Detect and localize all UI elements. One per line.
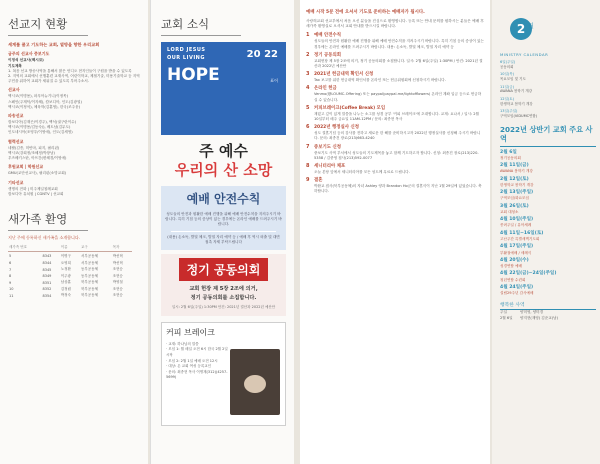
news-desc: 교회헌장 제 5장 2조에 의거, 정기 공동의회를 소집합니다. 일시: 2월 6일(주일) 1:30PM / 안건: 2021년 결산과 2022년 예산안 (314, 58, 483, 69)
news-item (306, 177, 484, 194)
section-line: 네팔(김종, 미얀마, 피지, 필리핀) (8, 145, 60, 150)
worship-line-1: 교회 헌장 제 5장 2조에 의거, (189, 286, 258, 293)
worship-title: 정기 공동의회 (179, 258, 269, 281)
schedule-entry (500, 177, 596, 188)
mission-title: 선교지 현황 (8, 16, 88, 36)
section-line: 멕시코(이정석), 체육학(김훈영), 한국(조주웅) (8, 104, 80, 109)
schedule-event: 한생학교 봄학기 개강 (500, 182, 534, 187)
section-head: 협력선교 (8, 138, 24, 144)
mission-section (8, 180, 142, 197)
schedule-event: AWANA 봄학기 개강 (500, 169, 533, 174)
news-title: 2022년 행정실사 신청 (314, 125, 359, 131)
news-title: 2021년 헌금내역 확인서 신청 (314, 72, 374, 78)
news-body (314, 163, 484, 175)
section-head: 파송선교 (8, 113, 24, 119)
table-cell: 조현승 (112, 267, 123, 272)
coffee-line: · 대상: 온 교회 여성 등록교인 (166, 364, 212, 369)
coffee-break-box (161, 322, 286, 426)
table-cell: 조현승 (112, 293, 123, 298)
table-cell: 조현승 (112, 273, 123, 278)
table-cell: 박정숙 (60, 293, 71, 298)
schedule-event: 고난주간 특별새벽기도회 (500, 237, 540, 241)
calendar-date: 10일(목) (500, 72, 514, 77)
coffee-line: · 모임 1: 월 매일 오전 6시 한국 2월 2일 시작 (166, 347, 228, 358)
coffee-line: · 모임 2: 2월 1일 예배 오전 12시 (166, 358, 218, 363)
coffee-cup-image (230, 349, 280, 415)
calendar-event: 한생학교 봄학기 개강 (500, 101, 533, 106)
table-row (8, 266, 132, 273)
news-number: 4 (306, 85, 310, 92)
schedule-entry (500, 163, 596, 174)
safety-title: 예배 안전수칙 (186, 191, 261, 206)
section-head: 기타선교 (8, 179, 24, 185)
calendar-entry (500, 85, 596, 95)
table-cell: 노정환 (60, 267, 71, 272)
schedule-date: 4월 22일(금)~24일(주일) (500, 271, 557, 277)
calendar-entry (500, 60, 596, 70)
table-cell: 8354 (42, 293, 52, 298)
table-cell: 김정림 (60, 286, 71, 291)
ushers-list (500, 310, 596, 322)
new-family-table (8, 244, 132, 299)
col-no: 새가족 번호 (8, 244, 41, 252)
church-news-title: 교회 소식 (161, 16, 241, 36)
news-desc: 오늘 본당 앞에서 세니터리아를 모든 성도께 무료로 드립니다. (314, 170, 410, 175)
news-number: 2 (306, 51, 310, 58)
table-cell: 11 (9, 293, 14, 298)
usher-value: 양지현(재영) 김준교(남) (520, 315, 558, 320)
news-title: 온라인 헌금 (314, 86, 337, 92)
table-row (8, 286, 132, 293)
section-line: 캄보디아(김재곤/이경주), 백석(권구란이수) (8, 120, 77, 125)
welcome-sub: 지난 주에 등록하신 새가족을 소개합니다. (8, 234, 81, 240)
news-number: 7 (306, 143, 310, 150)
schedule-date: 4월 17일(주일) (500, 244, 534, 250)
worship-line-2: 정기 공동의회를 소집합니다. (190, 294, 257, 301)
announcements-page (300, 0, 490, 464)
hope-line-2: 우리의 산 소망 (174, 160, 273, 179)
schedule-date: 4월 11일~16일(토) (500, 230, 544, 236)
table-cell: 박선혁 (112, 253, 123, 258)
news-title: 커피브레이크(Coffee Break) 모임 (314, 105, 386, 111)
worship-box (161, 254, 286, 315)
news-number: 1 (306, 32, 310, 39)
welcome-title: 새가족 환영 (8, 211, 88, 231)
table-cell: 8344 (42, 261, 52, 265)
coffee-line: · 교재: 하나님의 말씀 (166, 341, 199, 346)
table-cell: 이명구 (60, 253, 71, 258)
safety-small: (내용) 손소독, 발열 체크, 발열 자리 예약 등 / 예배 후 역시 외출 및 대면 접촉 자제 부탁드립니다 (167, 234, 280, 245)
table-row (8, 251, 132, 259)
news-title: 세니터리아 체포 (314, 164, 346, 170)
col-shepherd: 목자 (112, 244, 132, 252)
schedule-list (500, 150, 596, 296)
calendar-date: 11일(금) (500, 84, 514, 89)
schedule-event: 교회 대청소 (500, 209, 519, 214)
news-title: 예배 안전수칙 (314, 33, 341, 39)
news-body (314, 105, 484, 122)
news-body (314, 32, 484, 49)
table-cell: 9 (9, 280, 12, 285)
schedule-date: 3월 26일(토) (500, 203, 529, 209)
schedule-entry (500, 231, 596, 242)
section-head: 선교사 (8, 87, 20, 93)
news-item (306, 144, 484, 161)
table-row (8, 260, 132, 267)
table-cell: 북부공동체 (81, 280, 98, 285)
usher-key: 주일 (500, 309, 507, 314)
news-number: 6 (306, 124, 310, 131)
table-cell: 8349 (42, 274, 52, 279)
worship-small: 일시: 2월 6일(주일) 1:30PM 안건: 2021년 결산과 2022년 예산안 (171, 304, 276, 309)
news-item (306, 105, 484, 122)
news-list (306, 32, 484, 194)
safety-box (161, 186, 286, 251)
news-desc: Tax 보고를 위한 헌금내역 확인서를 온라인 또는 헌금위원회에 신청하시기 바랍니다. (314, 78, 446, 83)
news-title: 결혼 (314, 178, 323, 184)
mission-page (0, 0, 148, 464)
table-cell: 박선혁 (112, 260, 123, 265)
banner-lord-text: LORD JESUS (167, 47, 206, 53)
news-desc: 박환교 집사(북부공동체)의 자녀 Ashley 양과 Brandon Ho군의 결혼식이 지난 1월 29일에 있었습니다. 축하합니다. (314, 184, 482, 194)
church-news-page (150, 0, 294, 464)
section-head: 후원교회 | 학원선교 (8, 164, 44, 170)
schedule-event: 성경연합 예배 (500, 264, 522, 269)
news-number: 3 (306, 71, 310, 78)
table-cell: 10 (9, 287, 14, 292)
news-item (306, 124, 484, 141)
usher-row (500, 316, 596, 322)
schedule-date: 2월 11일(금) (500, 163, 529, 169)
table-row (8, 293, 132, 300)
section-line: 스페인(주재덕/이지혜), 캄보디아, 인도(김광열) (8, 99, 82, 104)
schedule-date: 2월 13일(주일) (500, 190, 534, 196)
prayer-2: 2. 지역의 교회에서 선행훈련 교재사역, 어린이학교, 제철기술, 미용기술학교 등 지역주민을 위하여 교회가 세워질 수 있도록 부어주소서. (8, 74, 140, 84)
mission-section (8, 164, 142, 176)
news-body (314, 144, 484, 161)
new-family-rows (8, 251, 132, 299)
calendar-page (492, 0, 600, 464)
table-cell: 이주광 (60, 273, 71, 278)
calendar-entry (500, 97, 596, 107)
table-cell: 6 (9, 261, 12, 265)
section-line: 생명의 전화 | 미주제일침례교회 (8, 186, 58, 191)
table-cell: 조현승 (112, 286, 123, 291)
table-cell: 7 (9, 267, 12, 272)
schedule-event: 부활절예배 / 세례식 (500, 250, 532, 255)
news-item (306, 85, 484, 102)
mission-section (8, 87, 142, 110)
schedule-date: 4월 20일(수) (500, 257, 529, 263)
prayer-1: 1. 복음 선교 방송사역을 통해서 많은 언디오 현지인들이 구원을 받을 수 있도록 (8, 68, 132, 73)
col-district: 교구 (80, 244, 112, 252)
usher-value: 양미영, 양미경 (520, 309, 544, 314)
table-cell: 남상훈 (60, 280, 71, 285)
news-desc: 중보기도 사역 부서에서 성도들의 기도제목을 놓고 함께 기도하고자 합니다. 신청: 최종건 장로(213)220-5358 / 김중영 집사(213)592-0077 (314, 150, 479, 160)
table-cell: 박영철 (112, 280, 123, 285)
schedule-entry (500, 285, 596, 296)
calendar-date: 13일(주일) (500, 109, 518, 114)
calendar-date: 6일(주일) (500, 60, 516, 64)
schedule-event: 종려주일 / 유아세례 (500, 223, 532, 228)
month-badge: 2 (510, 18, 532, 40)
intro-text-2: 사랑의교회 선교부에서 처음 오신 분들을 진심으로 환영합니다. 등록 또는 안내 문의를 원하시는 분들은 예배 후 새가족 환영실로 오셔서 교회 안내를 받으시길 바랍니다. (306, 18, 484, 29)
table-cell: 8 (9, 274, 12, 279)
schedule-entry (500, 204, 596, 215)
table-cell: 5 (9, 254, 12, 259)
mission-lead: 세계를 품고 기도하는 교회, 열방을 향한 우리교회 (8, 42, 100, 47)
section-line: 멕시코(강희정/조혜정/박창남) (8, 150, 55, 155)
schedule-date: 2월 12일(토) (500, 176, 529, 182)
schedule-date: 4월 24일(주일) (500, 284, 534, 290)
calendar-event: 공동의회 (500, 64, 514, 69)
table-cell: 서부공동체 (81, 253, 98, 258)
hope-line-1: 주 예수 (199, 142, 248, 160)
schedule-entry (500, 150, 596, 161)
news-title: 정기 공동의회 (314, 52, 341, 58)
section-line: 멕시코(이명용), 파푸아뉴기니(이정목) (8, 94, 68, 99)
schedule-entry (500, 217, 596, 228)
table-cell: 오영희 (60, 260, 71, 265)
table-row (8, 273, 132, 280)
calendar-list (500, 60, 596, 119)
hope-motto (161, 142, 286, 180)
table-cell: 북부공동체 (81, 286, 98, 291)
table-row (8, 279, 132, 286)
schedule-entry (500, 258, 596, 269)
usher-key: 2월 6일 (500, 315, 513, 320)
news-body (314, 52, 484, 69)
mission-section (8, 139, 142, 162)
calendar-entry (500, 109, 596, 119)
news-body (314, 85, 484, 102)
section-line: 멕시코(이명용/김동숙/), 베트남(김무도) (8, 125, 71, 130)
year-theme-banner (161, 42, 286, 135)
table-cell: 동부공동체 (81, 267, 98, 272)
safety-text: 성도들의 안전과 원활한 예배 진행을 위해 예배 안전수칙을 지켜주시기 바랍니다. 특히 기침 등의 증상이 있는 경우에는 온라인 예배를 드려주시기 바랍니다. (165, 211, 282, 227)
table-cell: 동부공동체 (81, 273, 98, 278)
mission-section (8, 113, 142, 136)
schedule-date: 4월 10일(주일) (500, 217, 534, 223)
schedule-event: 구역모임/화요모임 (500, 196, 529, 201)
news-desc: Venmo(@LOUMC-Offering) 또는 paypal(paypal.me/lightofflowers) 온라인 계좌 입금 등으로 헌금하실 수 있습니다. (314, 92, 482, 102)
divider (171, 231, 276, 232)
banner-year: 20 22 (246, 49, 278, 60)
prayer-title: 기도제목 (8, 63, 22, 68)
schedule-event: 설립29주년 감사예배 (500, 291, 534, 296)
table-cell: 8352 (42, 287, 52, 292)
schedule-entry (500, 190, 596, 201)
news-title: 중보기도 신청 (314, 144, 341, 150)
schedule-event: 정기공동의회 (500, 155, 521, 160)
section-line: GMU(교단선교사), 필리핀(소망교회) (8, 171, 67, 176)
table-cell: 서부공동체 (81, 260, 98, 265)
news-number: 9 (306, 177, 310, 184)
mission-sub: 금주의 선교사 중보기도 (8, 51, 50, 57)
table-cell: 8343 (42, 254, 52, 259)
news-desc: 성도 결혼기념 등의 감사를 전하고 새로운 한 해를 준비하시고자 2022년 행정실사를 신청해 주시기 바랍니다. 문의: 최종건 장로(213)663-4240 (314, 131, 481, 141)
news-number: 5 (306, 104, 310, 111)
schedule-entry (500, 244, 596, 255)
banner-hope-text: HOPE (167, 65, 220, 85)
col-name: 이름 (60, 244, 80, 252)
news-item (306, 52, 484, 69)
calendar-event: 구역모임(VIDUMC연합) (500, 114, 538, 119)
coffee-title: 커피 브레이크 (166, 327, 215, 337)
coffee-line: · 문의: 최종현 목사 이명재(312)(4257-5699) (166, 369, 228, 380)
month-suffix: 월 (528, 23, 534, 30)
news-body (314, 124, 484, 141)
news-item (306, 71, 484, 83)
news-body (314, 71, 484, 83)
news-item (306, 163, 484, 175)
section-line: 캄보디아 유치원 | CGNTV | 선교회 (8, 191, 64, 196)
news-item (306, 32, 484, 49)
table-cell: 8351 (42, 280, 52, 285)
banner-small-text: OUR LIVING (167, 55, 205, 61)
calendar-event: 목요모임 및 기도 (500, 77, 526, 82)
news-desc: 성도들의 안전과 원활한 예배 진행을 위해 예배 안전수칙을 지켜주시기 바랍니다. 특히 기침 등의 증상이 있는 경우에는 온라인 예배를 드려주시기 바랍니다. 내용: 손소독, 발열 체크, 발열 자리 예약 등 (314, 39, 484, 49)
news-number: 8 (306, 163, 310, 170)
schedule-date: 2월 6일 (500, 149, 517, 155)
section-line: 우즈베키스탄, 아프간(변혜경/이영애) (8, 156, 67, 161)
table-cell: 북부공동체 (81, 293, 98, 298)
ministry-calendar-label: MINISTRY CALENDAR (500, 52, 549, 57)
calendar-entry (500, 72, 596, 82)
schedule-entry (500, 271, 596, 282)
banner-sub: 표어 (270, 78, 278, 83)
missionary-label: 이정석 선교사(멕시코) (8, 58, 44, 63)
news-body (314, 177, 484, 194)
schedule-event: 청년연합 수련회 (500, 277, 526, 282)
table-cell: 8345 (42, 267, 52, 272)
section-line: 인도네시아(조영우/이영애), 인도(김세영) (8, 130, 73, 135)
col-id (41, 244, 59, 252)
ushers-title: 행복한 사역 (500, 301, 596, 310)
table-header-row (8, 244, 132, 252)
calendar-event: AWANA 봄학기 개강 (500, 89, 533, 94)
news-desc: 재밌고 깊이 있게 말씀을 나누는 소그룹 성경 공부 '커피 브레이크'에 초대합니다. 교재: 요나서 / 일시: 2월 10일부터 매주 금요일 11AM-12PM / 문의: 최종현 목사 (314, 111, 480, 122)
schedule-title: 2022년 상반기 교회 주요 사역 (500, 125, 596, 147)
intro-text: 예배 시작 5분 전에 오셔서 기도로 준비하는 예배자가 됩시다. (306, 10, 425, 15)
calendar-date: 12일(토) (500, 96, 514, 101)
